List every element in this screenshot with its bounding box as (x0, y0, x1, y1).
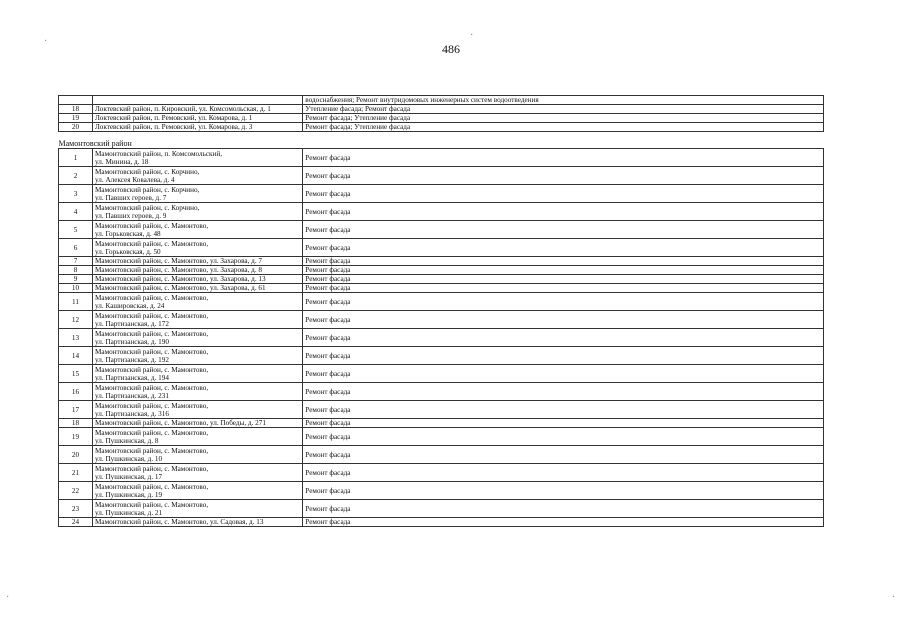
row-address-line-2: ул. Горьковская, д. 48 (95, 229, 161, 238)
row-number: 1 (59, 149, 93, 167)
row-address-line-2: ул. Минина, д. 18 (95, 157, 149, 166)
row-address-line-1: Мамонтовский район, с. Мамонтово, (95, 329, 209, 338)
row-address-line-1: Мамонтовский район, с. Мамонтово, ул. Победы, д. 271 (95, 419, 266, 427)
table-row (59, 419, 824, 428)
row-address: Локтевский район, п. Ремовский, ул. Комарова, д. 1 (93, 114, 303, 123)
row-address-line-1: Мамонтовский район, с. Мамонтово, (95, 293, 209, 302)
row-address-line-2: ул. Пушкинская, д. 8 (95, 436, 159, 445)
row-address-line-1: Мамонтовский район, с. Мамонтово, ул. Садовая, д. 13 (95, 518, 264, 526)
row-work: Ремонт фасада (303, 518, 824, 527)
row-address-line-2: ул. Павших героев, д. 9 (95, 211, 167, 220)
table-row (59, 239, 824, 257)
row-address-line-1: Мамонтовский район, с. Мамонтово, (95, 482, 209, 491)
table-row (59, 266, 824, 275)
table-row (59, 114, 824, 123)
row-address (93, 284, 303, 293)
row-number: 15 (59, 365, 93, 383)
row-address-line-1: Мамонтовский район, с. Корчино, (95, 185, 200, 194)
row-number: 10 (59, 284, 93, 293)
row-number: 11 (59, 293, 93, 311)
table-row (59, 446, 824, 464)
row-address-line-2: ул. Партизанская, д. 192 (95, 355, 169, 364)
row-address-line-2: ул. Партизанская, д. 172 (95, 319, 169, 328)
row-address-line-1: Мамонтовский район, с. Мамонтово, ул. Захарова, д. 13 (95, 275, 266, 283)
row-address-line-2: ул. Партизанская, д. 194 (95, 373, 169, 382)
row-address-line-1: Мамонтовский район, п. Комсомольский, (95, 149, 223, 158)
row-work: Ремонт фасада; Утепление фасада (303, 114, 824, 123)
row-address (93, 293, 303, 311)
continuation-row (59, 96, 824, 105)
row-number: 19 (59, 428, 93, 446)
row-number: 16 (59, 383, 93, 401)
row-address (93, 149, 303, 167)
row-work: Ремонт фасада (303, 167, 824, 185)
row-address (93, 401, 303, 419)
row-address-line-1: Мамонтовский район, с. Мамонтово, (95, 464, 209, 473)
district-heading: Мамонтовский район (59, 132, 824, 149)
row-number: 19 (59, 114, 93, 123)
row-address-line-1: Мамонтовский район, с. Мамонтово, (95, 428, 209, 437)
row-work: Ремонт фасада (303, 185, 824, 203)
row-address: Локтевский район, п. Ремовский, ул. Комарова, д. 3 (93, 123, 303, 132)
table-row (59, 203, 824, 221)
row-address (93, 347, 303, 365)
table-row (59, 123, 824, 132)
table-row (59, 329, 824, 347)
table-row (59, 428, 824, 446)
row-work: Ремонт фасада (303, 365, 824, 383)
row-work: Ремонт фасада; Утепление фасада (303, 123, 824, 132)
row-address-line-2: ул. Пушкинская, д. 10 (95, 454, 163, 463)
row-number: 14 (59, 347, 93, 365)
row-address-line-2: ул. Горьковская, д. 50 (95, 247, 161, 256)
row-address-line-1: Мамонтовский район, с. Мамонтово, (95, 401, 209, 410)
row-number: 23 (59, 500, 93, 518)
row-number: 21 (59, 464, 93, 482)
table-row (59, 284, 824, 293)
row-address-line-1: Мамонтовский район, с. Мамонтово, ул. Захарова, д. 7 (95, 257, 263, 265)
row-address: Локтевский район, п. Кировский, ул. Комсомольская, д. 1 (93, 105, 303, 114)
row-number: 13 (59, 329, 93, 347)
row-address-line-1: Мамонтовский район, с. Мамонтово, (95, 365, 209, 374)
row-number: 20 (59, 446, 93, 464)
scan-speck: · (6, 592, 10, 603)
row-address (93, 96, 303, 105)
page-number: 486 (442, 42, 460, 56)
row-work: Ремонт фасада (303, 464, 824, 482)
row-address (93, 203, 303, 221)
table-row (59, 257, 824, 266)
row-number: 22 (59, 482, 93, 500)
table-row (59, 347, 824, 365)
row-number: 4 (59, 203, 93, 221)
scan-speck: · (892, 592, 896, 603)
scan-speck: · (44, 36, 48, 47)
row-address-line-2: ул. Партизанская, д. 190 (95, 337, 169, 346)
row-address-line-2: ул. Алексея Ковалева, д. 4 (95, 175, 175, 184)
row-number: 7 (59, 257, 93, 266)
row-number: 3 (59, 185, 93, 203)
row-work: Ремонт фасада (303, 428, 824, 446)
row-address (93, 500, 303, 518)
table-row (59, 383, 824, 401)
row-number: 2 (59, 167, 93, 185)
row-work: Ремонт фасада (303, 347, 824, 365)
table-row (59, 293, 824, 311)
row-number: 5 (59, 221, 93, 239)
row-address (93, 428, 303, 446)
row-work: Ремонт фасада (303, 221, 824, 239)
row-address-line-1: Мамонтовский район, с. Корчино, (95, 203, 200, 212)
row-work: Ремонт фасада (303, 482, 824, 500)
row-number: 18 (59, 105, 93, 114)
row-address-line-1: Мамонтовский район, с. Мамонтово, (95, 500, 209, 509)
row-address (93, 257, 303, 266)
row-address-line-2: ул. Кашировская, д. 24 (95, 301, 165, 310)
row-number: 20 (59, 123, 93, 132)
row-address (93, 365, 303, 383)
row-work: Ремонт фасада (303, 293, 824, 311)
row-address (93, 383, 303, 401)
row-number: 6 (59, 239, 93, 257)
row-address-line-2: ул. Пушкинская, д. 21 (95, 508, 163, 517)
row-address (93, 167, 303, 185)
row-work: Утепление фасада; Ремонт фасада (303, 105, 824, 114)
row-number (59, 96, 93, 105)
row-address (93, 239, 303, 257)
table-row (59, 401, 824, 419)
table-row (59, 105, 824, 114)
table-row (59, 464, 824, 482)
table-row (59, 167, 824, 185)
row-address (93, 419, 303, 428)
row-address-line-1: Мамонтовский район, с. Мамонтово, ул. Захарова, д. 8 (95, 266, 263, 274)
row-number: 8 (59, 266, 93, 275)
table-row (59, 149, 824, 167)
row-address-line-2: ул. Пушкинская, д. 17 (95, 472, 163, 481)
row-number: 17 (59, 401, 93, 419)
row-work: Ремонт фасада (303, 500, 824, 518)
row-work: Ремонт фасада (303, 311, 824, 329)
row-address-line-1: Мамонтовский район, с. Мамонтово, (95, 446, 209, 455)
works-table (58, 95, 824, 527)
row-address (93, 266, 303, 275)
table-row (59, 311, 824, 329)
row-work: Ремонт фасада (303, 203, 824, 221)
works-table-body (59, 96, 824, 527)
row-address-line-1: Мамонтовский район, с. Мамонтово, ул. Захарова, д. 61 (95, 284, 266, 292)
row-number: 12 (59, 311, 93, 329)
row-number: 24 (59, 518, 93, 527)
row-work: Ремонт фасада (303, 446, 824, 464)
row-work: Ремонт фасада (303, 401, 824, 419)
row-address-line-2: ул. Партизанская, д. 231 (95, 391, 169, 400)
scan-speck: · (470, 30, 474, 41)
row-address (93, 464, 303, 482)
row-address-line-1: Мамонтовский район, с. Мамонтово, (95, 383, 209, 392)
row-work: водоснабжения; Ремонт внутридомовых инженерных систем водоотведения (303, 96, 824, 105)
table-row (59, 482, 824, 500)
row-address (93, 482, 303, 500)
row-address-line-1: Мамонтовский район, с. Мамонтово, (95, 311, 209, 320)
district-heading-row (59, 132, 824, 149)
row-address (93, 311, 303, 329)
table-row (59, 500, 824, 518)
row-number: 9 (59, 275, 93, 284)
row-work: Ремонт фасада (303, 383, 824, 401)
row-work: Ремонт фасада (303, 284, 824, 293)
row-work: Ремонт фасада (303, 257, 824, 266)
row-address-line-1: Мамонтовский район, с. Мамонтово, (95, 347, 209, 356)
row-address-line-1: Мамонтовский район, с. Мамонтово, (95, 221, 209, 230)
row-work: Ремонт фасада (303, 275, 824, 284)
table-row (59, 221, 824, 239)
row-address (93, 185, 303, 203)
row-address (93, 275, 303, 284)
row-work: Ремонт фасада (303, 419, 824, 428)
row-number: 18 (59, 419, 93, 428)
row-address-line-1: Мамонтовский район, с. Корчино, (95, 167, 200, 176)
row-address-line-2: ул. Партизанская, д. 316 (95, 409, 169, 418)
table-row (59, 185, 824, 203)
row-work: Ремонт фасада (303, 239, 824, 257)
row-address (93, 329, 303, 347)
row-work: Ремонт фасада (303, 266, 824, 275)
row-work: Ремонт фасада (303, 329, 824, 347)
row-address (93, 446, 303, 464)
row-address (93, 221, 303, 239)
row-work: Ремонт фасада (303, 149, 824, 167)
row-address-line-2: ул. Павших героев, д. 7 (95, 193, 167, 202)
table-row (59, 365, 824, 383)
row-address (93, 518, 303, 527)
row-address-line-1: Мамонтовский район, с. Мамонтово, (95, 239, 209, 248)
table-row (59, 518, 824, 527)
table-row (59, 275, 824, 284)
row-address-line-2: ул. Пушкинская, д. 19 (95, 490, 163, 499)
